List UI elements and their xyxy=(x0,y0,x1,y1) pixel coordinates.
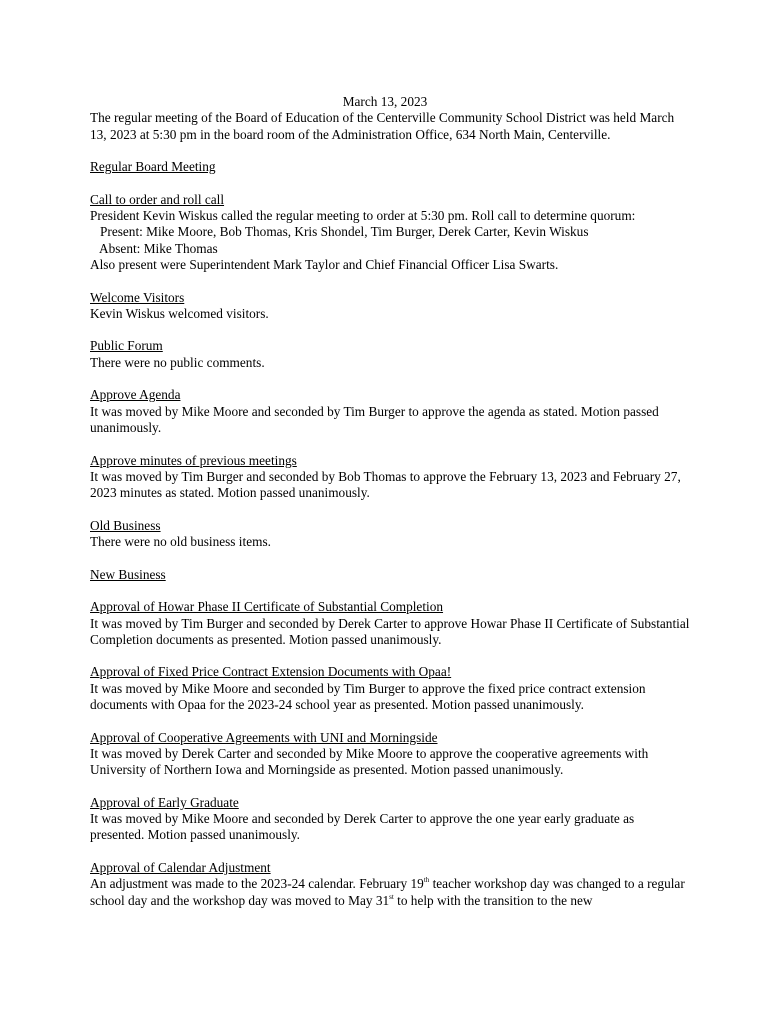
absent-list: Absent: Mike Thomas xyxy=(99,240,218,256)
old-business-heading: Old Business xyxy=(90,517,161,533)
call-to-order-text: President Kevin Wiskus called the regular meeting to order at 5:30 pm. Roll call to determine quorum: xyxy=(90,208,636,224)
opaa-text: It was moved by Mike Moore and seconded by Tim Burger to approve the fixed price contract extension documents with Opaa for the 2023-24 school year as presented. Motion passed unanimously. xyxy=(90,680,646,712)
calendar-heading: Approval of Calendar Adjustment xyxy=(90,859,271,875)
calendar-superscript-1: th xyxy=(423,876,430,885)
approve-agenda-text: It was moved by Mike Moore and seconded by Tim Burger to approve the agenda as stated. Motion passed unanimously. xyxy=(90,403,659,435)
approve-minutes-heading: Approve minutes of previous meetings xyxy=(90,452,297,468)
old-business-text: There were no old business items. xyxy=(90,534,271,550)
howar-text: It was moved by Tim Burger and seconded by Derek Carter to approve Howar Phase II Certificate of Substantial Completion documents as presented. Motion passed unanimously. xyxy=(90,615,690,647)
meeting-type-heading: Regular Board Meeting xyxy=(90,159,216,175)
also-present-text: Also present were Superintendent Mark Taylor and Chief Financial Officer Lisa Swarts. xyxy=(90,256,559,272)
cooperative-text: It was moved by Derek Carter and seconded by Mike Moore to approve the cooperative agreements with University of Northern Iowa and Morningside as presented. Motion passed unanimously. xyxy=(90,745,649,778)
public-forum-heading: Public Forum xyxy=(90,338,163,354)
new-business-heading: New Business xyxy=(90,566,166,582)
approve-minutes-text: It was moved by Tim Burger and seconded by Bob Thomas to approve the February 13, 2023 and February 27, 2023 minutes as stated. Motion passed unanimously. xyxy=(90,468,681,501)
early-graduate-text: It was moved by Mike Moore and seconded by Derek Carter to approve the one year early graduate as presented. Motion passed unanimously. xyxy=(90,811,635,843)
howar-heading: Approval of Howar Phase II Certificate of Substantial Completion xyxy=(90,599,444,615)
intro-paragraph: The regular meeting of the Board of Education of the Centerville Community School District was held March 13, 2023 at 5:30 pm in the board room of the Administration Office, 634 North Main, Centerville. xyxy=(90,110,675,142)
calendar-text-part-1: An adjustment was made to the 2023-24 calendar. February 19 xyxy=(90,876,424,892)
early-graduate-heading: Approval of Early Graduate xyxy=(90,794,239,810)
calendar-text-part-3: to help with the transition to the new xyxy=(393,892,593,908)
calendar-text-part-2: teacher workshop day was changed to a regular school day and the workshop day was moved to May 31 xyxy=(90,876,685,908)
meeting-date: March 13, 2023 xyxy=(342,94,428,109)
present-list: Present: Mike Moore, Bob Thomas, Kris Shondel, Tim Burger, Derek Carter, Kevin Wiskus xyxy=(100,224,589,240)
calendar-text xyxy=(90,876,690,909)
welcome-text: Kevin Wiskus welcomed visitors. xyxy=(90,305,269,321)
minutes-document xyxy=(90,94,690,909)
call-to-order-heading: Call to order and roll call xyxy=(90,191,225,207)
public-forum-text: There were no public comments. xyxy=(90,354,265,370)
cooperative-heading: Approval of Cooperative Agreements with UNI and Morningside xyxy=(90,729,438,745)
opaa-heading: Approval of Fixed Price Contract Extension Documents with Opaa! xyxy=(90,664,452,680)
calendar-superscript-2: st xyxy=(389,892,394,901)
approve-agenda-heading: Approve Agenda xyxy=(90,387,181,403)
welcome-heading: Welcome Visitors xyxy=(90,289,185,305)
